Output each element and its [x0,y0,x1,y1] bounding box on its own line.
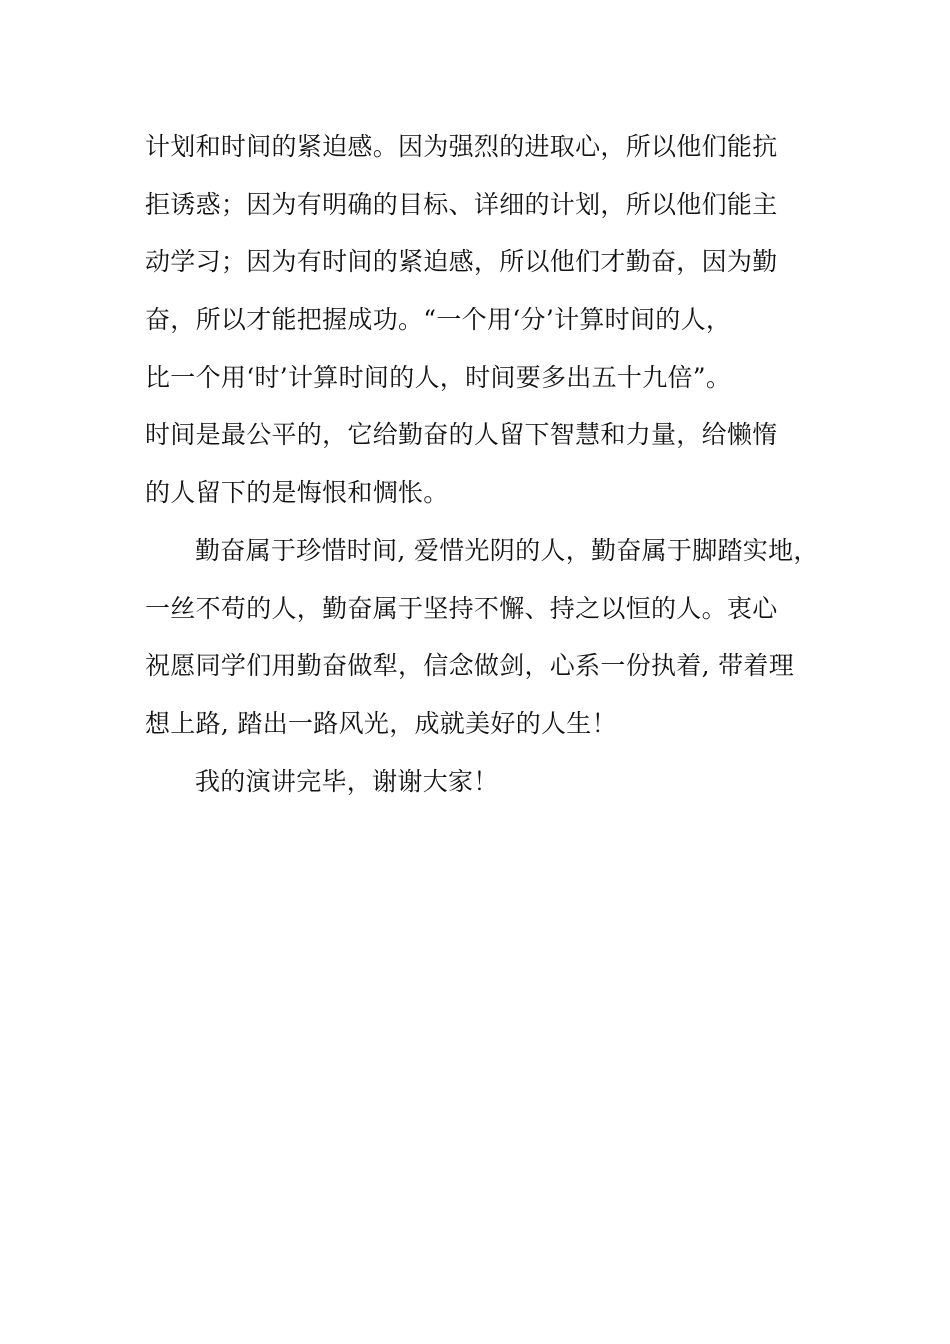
text-line: 一丝不苟的人，勤奋属于坚持不懈、持之以恒的人。衷心 [145,593,778,623]
text-line: 比一个用‘时’计算时间的人，时间要多出五十九倍”。 [145,362,732,392]
text-line: 的人留下的是悔恨和惆怅。 [145,478,449,508]
text-line: 动学习；因为有时间的紧迫感，所以他们才勤奋，因为勤 [145,247,778,277]
text-line: 奋，所以才能把握成功。“一个用‘分’计算时间的人， [145,305,732,335]
text-line: 想上路, 踏出一路风光，成就美好的人生！ [145,708,617,738]
paragraph-start-line: 勤奋属于珍惜时间, 爱惜光阴的人，勤奋属于脚踏实地， [195,535,819,565]
text-line: 时间是最公平的，它给勤奋的人留下智慧和力量，给懒惰 [145,420,778,450]
closing-line: 我的演讲完毕，谢谢大家！ [195,766,499,796]
speech-text [145,118,835,810]
text-line: 计划和时间的紧迫感。因为强烈的进取心，所以他们能抗 [145,132,778,161]
text-line: 拒诱惑；因为有明确的目标、详细的计划，所以他们能主 [145,189,778,219]
text-line: 祝愿同学们用勤奋做犁，信念做剑，心系一份执着, 带着理 [145,651,794,681]
